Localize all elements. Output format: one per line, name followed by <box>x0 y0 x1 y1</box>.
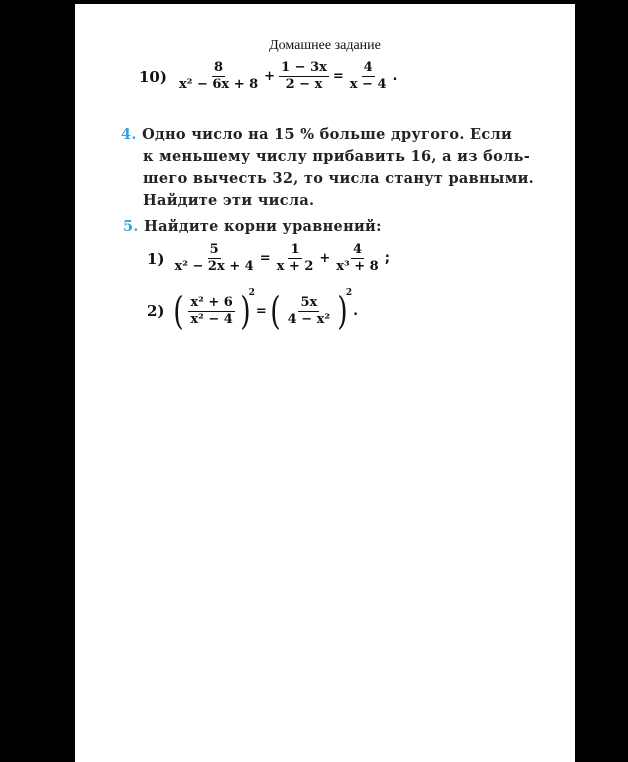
fraction-denominator: 2 − x <box>285 77 323 92</box>
period: . <box>353 303 359 319</box>
equation-5-1-fraction-1 <box>173 242 256 275</box>
equation-5-2-fraction-1 <box>188 295 234 328</box>
fraction-denominator: x − 4 <box>349 77 387 92</box>
fraction-denominator: 4 − x² <box>287 311 331 327</box>
equation-5-2 <box>147 288 359 333</box>
equation-10-fraction-3 <box>348 60 389 93</box>
fraction-numerator: 5 <box>209 242 219 257</box>
exponent: 2 <box>345 288 353 298</box>
fraction-numerator: 5x <box>300 294 318 310</box>
task-4-line-2: к меньшему числу прибавить 16, а из боль- <box>143 148 531 165</box>
task-4-line <box>121 124 543 146</box>
fraction-numerator: 1 <box>290 242 300 257</box>
fraction-numerator: 4 <box>363 60 373 75</box>
task-5-title <box>123 216 543 238</box>
equation-5-1-fraction-3 <box>334 242 380 275</box>
fraction-denominator: x² − 6x + 8 <box>178 77 259 92</box>
equation-5-1 <box>147 242 391 275</box>
fraction-denominator: x² − 2x + 4 <box>174 259 254 274</box>
right-paren: ) <box>240 289 251 333</box>
equation-10-label: 10) <box>139 67 167 86</box>
equation-5-2-fraction-2 <box>286 295 332 328</box>
plus-sign: + <box>264 69 276 84</box>
fraction-denominator: x + 2 <box>276 259 314 274</box>
fraction-numerator: 8 <box>214 60 224 75</box>
left-paren: ( <box>172 289 184 333</box>
task-4-number: 4. <box>121 126 137 143</box>
page-header: Домашнее задание <box>269 38 381 53</box>
fraction-denominator: x² − 4 <box>190 311 233 327</box>
equation-10-fraction-2 <box>279 60 329 93</box>
equals-sign: = <box>255 303 267 319</box>
equals-sign: = <box>259 251 271 266</box>
plus-sign: + <box>319 251 331 266</box>
period: . <box>392 69 398 84</box>
equals-sign: = <box>332 69 344 84</box>
fraction-numerator: x² + 6 <box>190 294 233 310</box>
task-4-line-3: шего вычесть 32, то числа станут равными. <box>143 170 534 187</box>
task-4-line-4: Найдите эти числа. <box>143 192 315 209</box>
equation-10-fraction-1 <box>177 60 260 93</box>
task-5-heading: Найдите корни уравнений: <box>144 218 382 235</box>
task-5-number: 5. <box>123 218 139 235</box>
right-paren: ) <box>337 289 348 333</box>
exponent: 2 <box>248 288 255 298</box>
left-paren: ( <box>270 289 281 333</box>
fraction-numerator: 4 <box>352 242 363 257</box>
equation-5-1-fraction-2 <box>275 242 316 275</box>
fraction-denominator: x³ + 8 <box>336 259 379 274</box>
task-4-line-1: Одно число на 15 % больше другого. Если <box>142 126 513 143</box>
document-page <box>75 4 575 762</box>
equation-5-2-label: 2) <box>147 302 165 320</box>
equation-5-1-label: 1) <box>147 249 165 268</box>
semicolon: ; <box>384 251 390 266</box>
task-4 <box>123 124 543 212</box>
equation-10 <box>139 60 398 93</box>
fraction-numerator: 1 − 3x <box>281 60 327 75</box>
